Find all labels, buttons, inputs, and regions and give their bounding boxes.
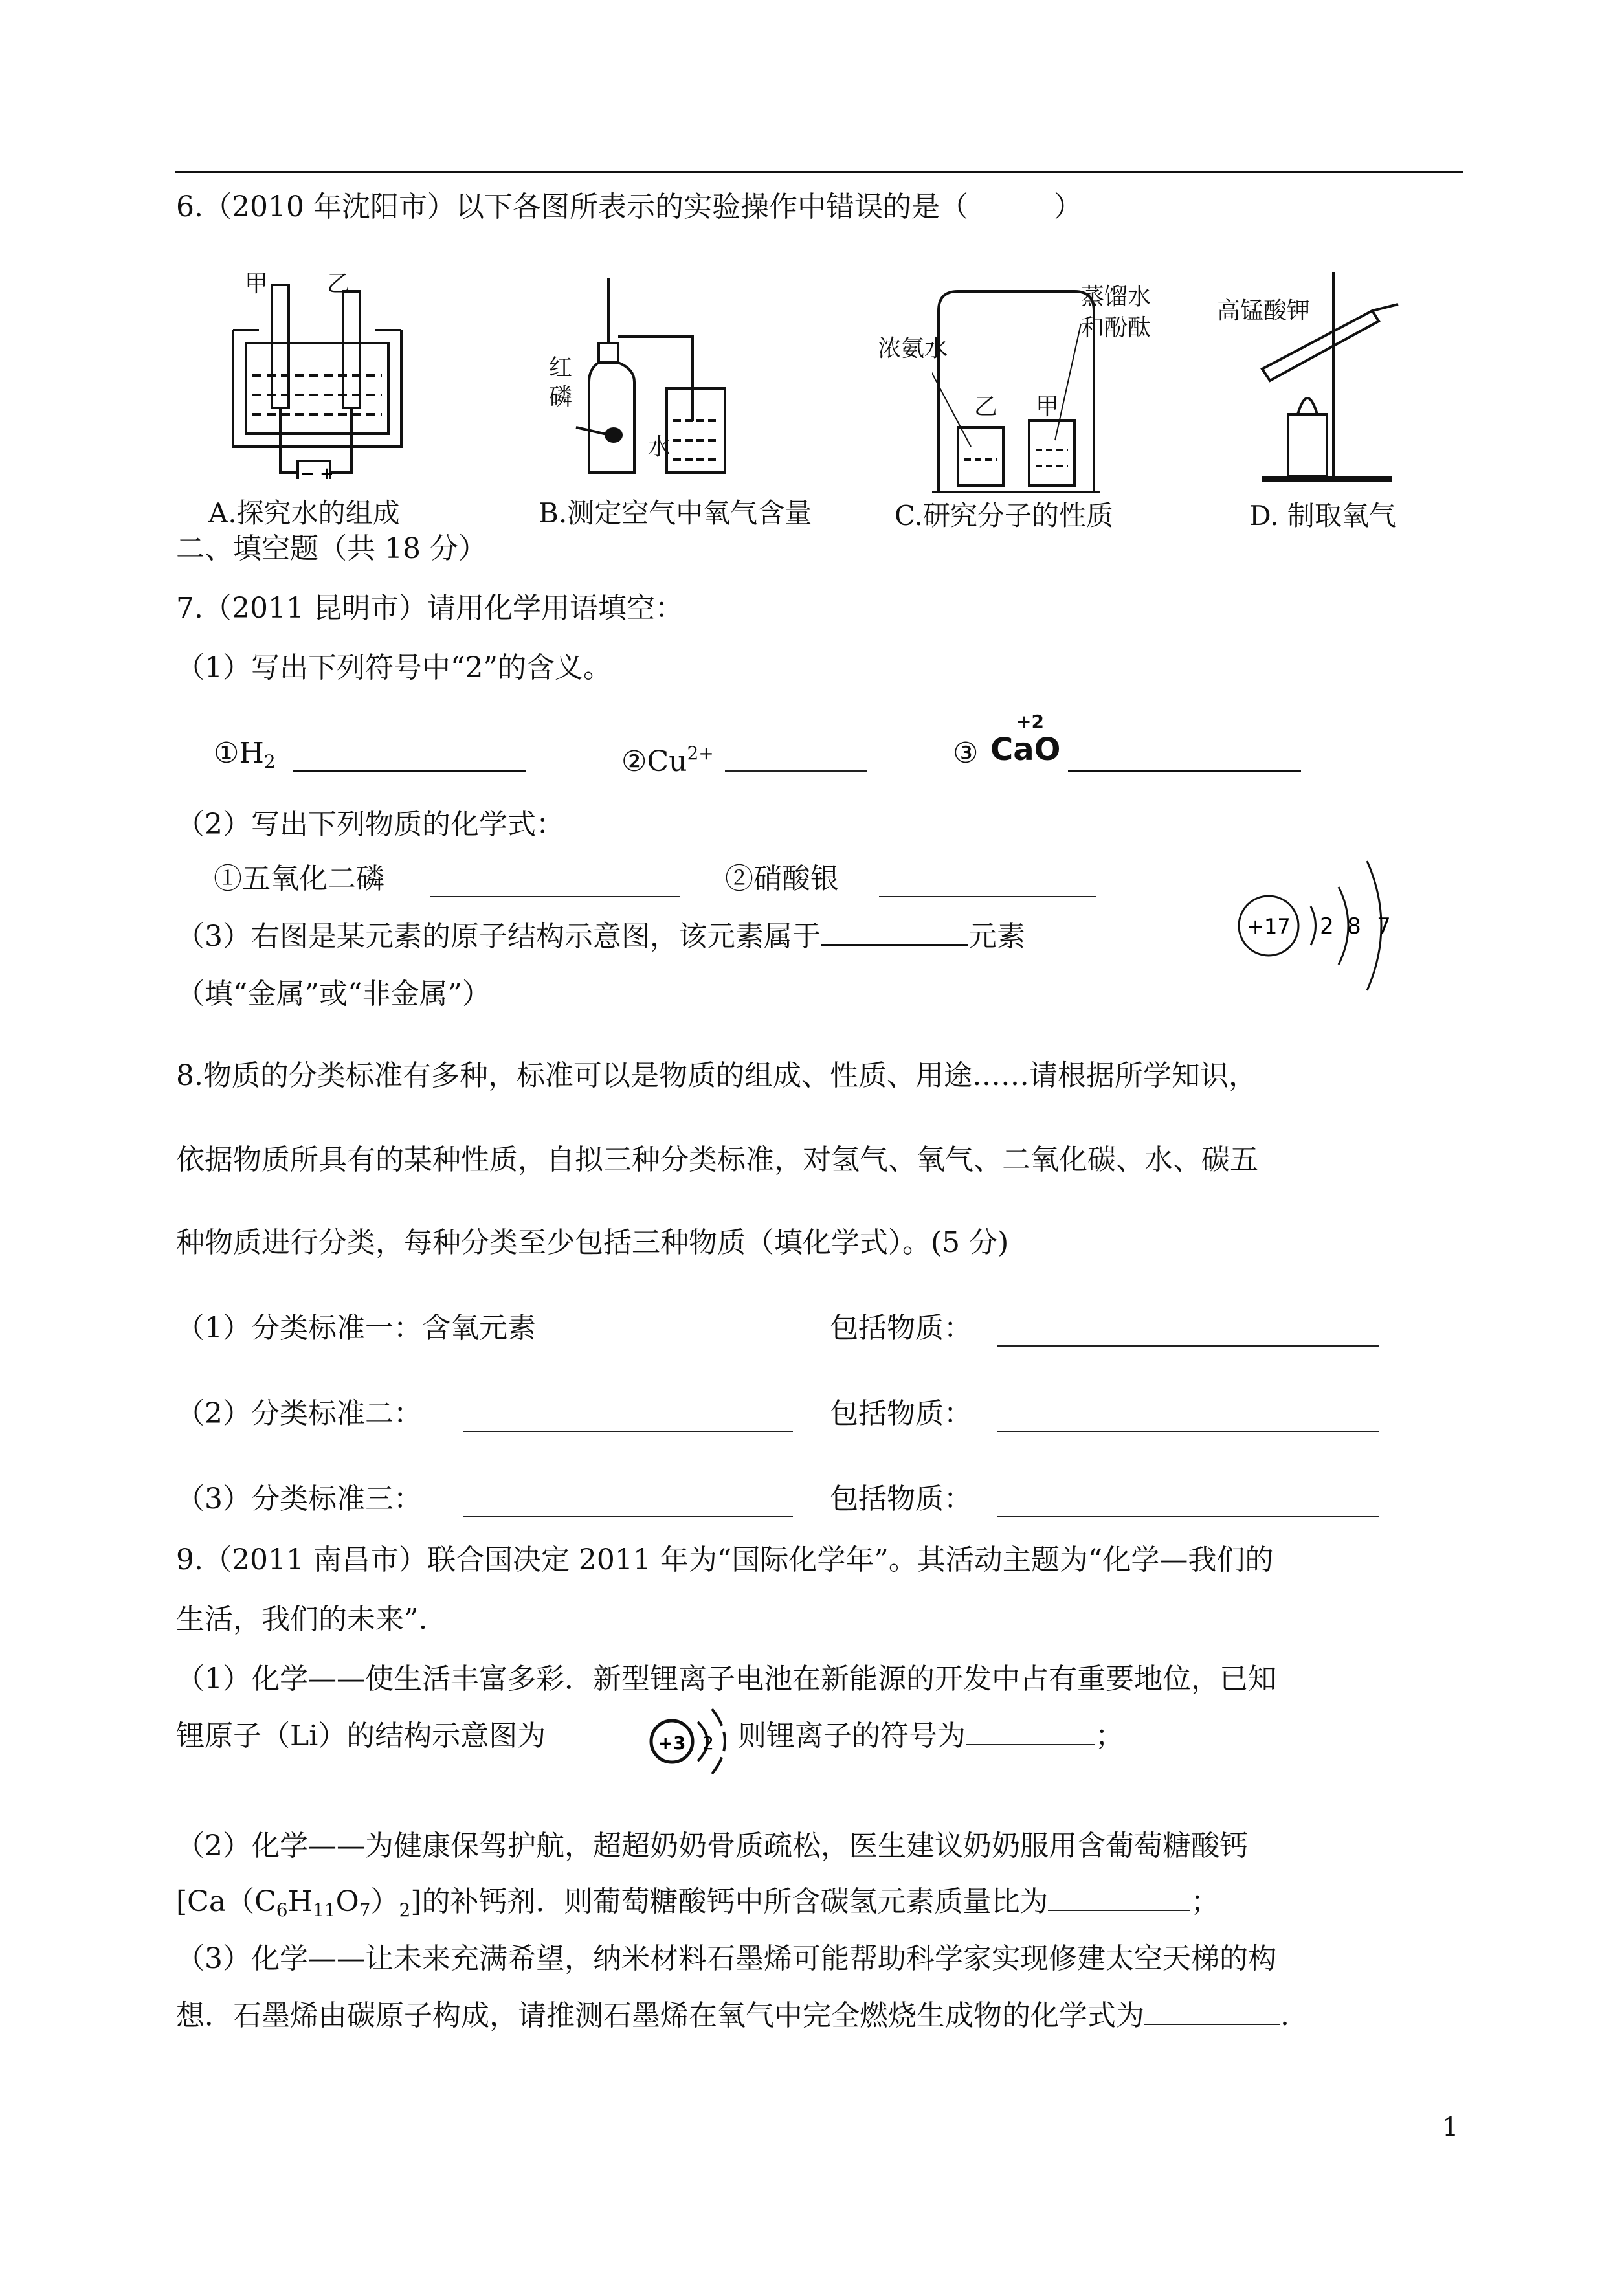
figure-b-label-hong: 红 <box>549 355 573 381</box>
q8-line2: 依据物质所具有的某种性质，自拟三种分类标准，对氢气、氧气、二氧化碳、水、碳五 <box>176 1143 1258 1176</box>
figure-b-caption: B.测定空气中氧气含量 <box>539 497 812 529</box>
figure-c-label-water: 蒸馏水 <box>1081 284 1151 310</box>
q7-atom-nucleus: +17 <box>1247 914 1291 939</box>
header-rule <box>175 171 1463 173</box>
q7-atom-diagram <box>1230 842 1424 1010</box>
q7-part3-note: （填“金属”或“非金属”） <box>176 978 491 1011</box>
figure-c-label-phenol: 和酚酞 <box>1081 315 1151 341</box>
q8-row1-label: （1）分类标准一：含氧元素 <box>176 1312 536 1345</box>
q7-blank-cao[interactable] <box>1068 744 1301 775</box>
q7-title: 7.（2011 昆明市）请用化学用语填空： <box>176 592 684 625</box>
figure-a-caption: A.探究水的组成 <box>208 497 400 529</box>
q7-symbol-h2: $①H_2$ <box>214 737 276 772</box>
q8-row3-blank[interactable] <box>997 1490 1379 1520</box>
figure-c-label-jia: 甲 <box>1036 394 1060 420</box>
q9-p2-line2: $[Ca(C_6H_{11}O_7)_2]$的补钙剂．则葡萄糖酸钙中所含碳氢元素质量比为 ； <box>176 1885 1219 1921</box>
q9-li-shell: 2 <box>702 1732 714 1754</box>
q7-blank-agno3[interactable] <box>879 870 1096 900</box>
q7-part3: （3）右图是某元素的原子结构示意图，该元素属于 元素 <box>176 918 1025 955</box>
q7-atom-shell-3: 7 <box>1377 913 1391 939</box>
q7-atom-shell-1: 2 <box>1320 913 1334 939</box>
q8-row3-include: 包括物质： <box>830 1482 972 1516</box>
figure-a-label-yi: 乙 <box>327 271 351 297</box>
figure-c-label-yi: 乙 <box>974 394 998 420</box>
q7-part2: （2）写出下列物质的化学式： <box>176 808 564 841</box>
section-2-title: 二、填空题（共 18 分） <box>176 532 487 565</box>
q8-row3-standard-blank[interactable] <box>463 1490 793 1520</box>
q8-row2-include: 包括物质： <box>830 1397 972 1430</box>
q9-line1: 9.（2011 南昌市）联合国决定 2011 年为“国际化学年”。其活动主题为“化学—我们的 <box>176 1543 1274 1576</box>
q9-li-nucleus: +3 <box>658 1732 686 1754</box>
figure-a-label-jia: 甲 <box>245 271 269 297</box>
q8-row1-include: 包括物质： <box>830 1312 972 1345</box>
q9-p1-line1: （1）化学——使生活丰富多彩．新型锂离子电池在新能源的开发中占有重要地位，已知 <box>176 1662 1276 1695</box>
q9-p2-line1: （2）化学——为健康保驾护航，超超奶奶骨质疏松，医生建议奶奶服用含葡萄糖酸钙 <box>176 1829 1248 1862</box>
q9-li-atom-diagram <box>641 1703 738 1780</box>
q7-blank-p2o5[interactable] <box>430 870 680 900</box>
q7-cao-charge: +2 <box>1016 711 1044 732</box>
q7-p2-item1: ①五氧化二磷 <box>214 862 384 895</box>
q8-row1-blank[interactable] <box>997 1319 1379 1349</box>
figure-b-label-lin: 磷 <box>549 384 573 410</box>
svg-text:− +: − + <box>300 464 334 479</box>
figure-d-label-kmno4: 高锰酸钾 <box>1217 298 1311 324</box>
figure-d-caption: D. 制取氧气 <box>1249 500 1396 531</box>
q7-part1: （1）写出下列符号中“2”的含义。 <box>176 651 612 684</box>
q8-row2-standard-blank[interactable] <box>463 1405 793 1435</box>
q8-line1: 8.物质的分类标准有多种，标准可以是物质的组成、性质、用途……请根据所学知识， <box>176 1059 1257 1092</box>
q7-cao-formula: CaO <box>990 732 1061 768</box>
q8-line3: 种物质进行分类，每种分类至少包括三种物质（填化学式）。(5 分) <box>176 1226 1009 1259</box>
q6-text: 6.（2010 年沈阳市）以下各图所表示的实验操作中错误的是（ ） <box>176 190 1082 223</box>
q9-p1-line2-post: 则锂离子的符号为 ； <box>738 1719 1124 1752</box>
q7-p2-item2: ②硝酸银 <box>725 862 839 895</box>
q9-p1-line2-pre: 锂原子（Li）的结构示意图为 <box>176 1719 546 1752</box>
q8-row3-label: （3）分类标准三： <box>176 1482 422 1516</box>
q7-symbol-3: ③ <box>953 737 979 770</box>
q9-p3-line1: （3）化学——让未来充满希望，纳米材料石墨烯可能帮助科学家实现修建太空天梯的构 <box>176 1942 1276 1975</box>
q7-atom-shell-2: 8 <box>1347 913 1361 939</box>
q8-row2-blank[interactable] <box>997 1405 1379 1435</box>
figure-b-label-shui: 水 <box>647 434 671 460</box>
q9-p3-line2: 想．石墨烯由碳原子构成，请推测石墨烯在氧气中完全燃烧生成物的化学式为 . <box>176 1999 1289 2032</box>
page-number: 1 <box>1442 2112 1459 2142</box>
q7-symbol-cu: $②Cu^{2+}$ <box>621 743 714 778</box>
figure-c-molecules <box>932 285 1100 498</box>
figure-c-caption: C.研究分子的性质 <box>895 500 1113 531</box>
q9-line2: 生活，我们的未来”. <box>176 1603 428 1636</box>
q7-blank-cu[interactable] <box>725 744 867 774</box>
q7-blank-h2[interactable] <box>293 744 526 775</box>
q8-row2-label: （2）分类标准二： <box>176 1397 422 1430</box>
figure-c-label-ammonia: 浓氨水 <box>878 335 948 362</box>
